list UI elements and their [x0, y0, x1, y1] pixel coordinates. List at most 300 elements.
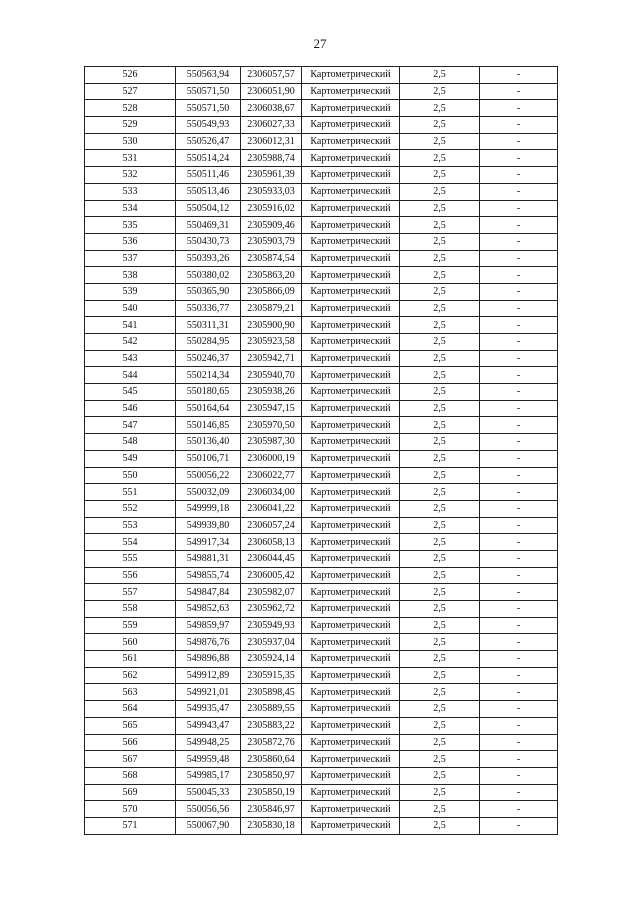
method-cell: Картометрический: [302, 801, 400, 818]
x-coordinate-cell: 549847,84: [176, 584, 241, 601]
y-coordinate-cell: 2305866,09: [241, 283, 302, 300]
point-number-cell: 555: [85, 550, 176, 567]
accuracy-cell: 2,5: [400, 83, 480, 100]
y-coordinate-cell: 2306058,13: [241, 534, 302, 551]
description-cell: -: [480, 300, 558, 317]
method-cell: Картометрический: [302, 717, 400, 734]
x-coordinate-cell: 549959,48: [176, 751, 241, 768]
method-cell: Картометрический: [302, 133, 400, 150]
y-coordinate-cell: 2305850,19: [241, 784, 302, 801]
point-number-cell: 552: [85, 500, 176, 517]
point-number-cell: 535: [85, 217, 176, 234]
x-coordinate-cell: 550214,34: [176, 367, 241, 384]
accuracy-cell: 2,5: [400, 400, 480, 417]
table-row: [85, 534, 558, 551]
method-cell: Картометрический: [302, 584, 400, 601]
x-coordinate-cell: 550563,94: [176, 67, 241, 84]
description-cell: -: [480, 517, 558, 534]
method-cell: Картометрический: [302, 250, 400, 267]
point-number-cell: 571: [85, 817, 176, 834]
method-cell: Картометрический: [302, 200, 400, 217]
table-row: [85, 517, 558, 534]
table-row: [85, 784, 558, 801]
table-row: [85, 617, 558, 634]
x-coordinate-cell: 550045,33: [176, 784, 241, 801]
description-cell: -: [480, 267, 558, 284]
y-coordinate-cell: 2305872,76: [241, 734, 302, 751]
table-row: [85, 567, 558, 584]
accuracy-cell: 2,5: [400, 150, 480, 167]
method-cell: Картометрический: [302, 667, 400, 684]
point-number-cell: 564: [85, 701, 176, 718]
method-cell: Картометрический: [302, 517, 400, 534]
point-number-cell: 530: [85, 133, 176, 150]
x-coordinate-cell: 549855,74: [176, 567, 241, 584]
accuracy-cell: 2,5: [400, 684, 480, 701]
x-coordinate-cell: 549943,47: [176, 717, 241, 734]
page-number: 27: [313, 36, 327, 51]
description-cell: -: [480, 434, 558, 451]
point-number-cell: 566: [85, 734, 176, 751]
accuracy-cell: 2,5: [400, 634, 480, 651]
accuracy-cell: 2,5: [400, 200, 480, 217]
accuracy-cell: 2,5: [400, 734, 480, 751]
point-number-cell: 569: [85, 784, 176, 801]
y-coordinate-cell: 2305889,55: [241, 701, 302, 718]
y-coordinate-cell: 2306041,22: [241, 500, 302, 517]
y-coordinate-cell: 2305961,39: [241, 167, 302, 184]
accuracy-cell: 2,5: [400, 183, 480, 200]
x-coordinate-cell: 550067,90: [176, 817, 241, 834]
point-number-cell: 534: [85, 200, 176, 217]
accuracy-cell: 2,5: [400, 434, 480, 451]
y-coordinate-cell: 2306027,33: [241, 117, 302, 134]
table-row: [85, 584, 558, 601]
x-coordinate-cell: 550056,56: [176, 801, 241, 818]
table-row: [85, 183, 558, 200]
table-row: [85, 267, 558, 284]
x-coordinate-cell: 549912,89: [176, 667, 241, 684]
y-coordinate-cell: 2305924,14: [241, 651, 302, 668]
accuracy-cell: 2,5: [400, 417, 480, 434]
method-cell: Картометрический: [302, 417, 400, 434]
accuracy-cell: 2,5: [400, 717, 480, 734]
y-coordinate-cell: 2305909,46: [241, 217, 302, 234]
description-cell: -: [480, 283, 558, 300]
point-number-cell: 559: [85, 617, 176, 634]
description-cell: -: [480, 751, 558, 768]
point-number-cell: 537: [85, 250, 176, 267]
description-cell: -: [480, 334, 558, 351]
table-row: [85, 434, 558, 451]
description-cell: -: [480, 117, 558, 134]
accuracy-cell: 2,5: [400, 217, 480, 234]
x-coordinate-cell: 549881,31: [176, 550, 241, 567]
x-coordinate-cell: 550393,26: [176, 250, 241, 267]
accuracy-cell: 2,5: [400, 117, 480, 134]
table-row: [85, 150, 558, 167]
description-cell: -: [480, 350, 558, 367]
table-row: [85, 667, 558, 684]
description-cell: -: [480, 400, 558, 417]
y-coordinate-cell: 2305898,45: [241, 684, 302, 701]
y-coordinate-cell: 2305846,97: [241, 801, 302, 818]
method-cell: Картометрический: [302, 684, 400, 701]
description-cell: -: [480, 767, 558, 784]
y-coordinate-cell: 2306051,90: [241, 83, 302, 100]
table-row: [85, 767, 558, 784]
method-cell: Картометрический: [302, 434, 400, 451]
table-row: [85, 550, 558, 567]
accuracy-cell: 2,5: [400, 617, 480, 634]
x-coordinate-cell: 550246,37: [176, 350, 241, 367]
x-coordinate-cell: 550136,40: [176, 434, 241, 451]
description-cell: -: [480, 67, 558, 84]
method-cell: Картометрический: [302, 150, 400, 167]
x-coordinate-cell: 550571,50: [176, 83, 241, 100]
point-number-cell: 550: [85, 467, 176, 484]
x-coordinate-cell: 550513,46: [176, 183, 241, 200]
accuracy-cell: 2,5: [400, 601, 480, 618]
method-cell: Картометрический: [302, 400, 400, 417]
accuracy-cell: 2,5: [400, 283, 480, 300]
y-coordinate-cell: 2305879,21: [241, 300, 302, 317]
y-coordinate-cell: 2306044,45: [241, 550, 302, 567]
point-number-cell: 558: [85, 601, 176, 618]
y-coordinate-cell: 2305830,18: [241, 817, 302, 834]
x-coordinate-cell: 550571,50: [176, 100, 241, 117]
method-cell: Картометрический: [302, 367, 400, 384]
description-cell: -: [480, 817, 558, 834]
accuracy-cell: 2,5: [400, 550, 480, 567]
method-cell: Картометрический: [302, 484, 400, 501]
x-coordinate-cell: 549985,17: [176, 767, 241, 784]
description-cell: -: [480, 83, 558, 100]
method-cell: Картометрический: [302, 817, 400, 834]
point-number-cell: 531: [85, 150, 176, 167]
description-cell: -: [480, 534, 558, 551]
point-number-cell: 527: [85, 83, 176, 100]
table-row: [85, 450, 558, 467]
description-cell: -: [480, 200, 558, 217]
y-coordinate-cell: 2306005,42: [241, 567, 302, 584]
method-cell: Картометрический: [302, 233, 400, 250]
y-coordinate-cell: 2305949,93: [241, 617, 302, 634]
description-cell: -: [480, 233, 558, 250]
accuracy-cell: 2,5: [400, 801, 480, 818]
accuracy-cell: 2,5: [400, 517, 480, 534]
description-cell: -: [480, 484, 558, 501]
x-coordinate-cell: 550146,85: [176, 417, 241, 434]
x-coordinate-cell: 549935,47: [176, 701, 241, 718]
point-number-cell: 543: [85, 350, 176, 367]
method-cell: Картометрический: [302, 734, 400, 751]
table-row: [85, 317, 558, 334]
x-coordinate-cell: 550180,65: [176, 384, 241, 401]
x-coordinate-cell: 550511,46: [176, 167, 241, 184]
method-cell: Картометрический: [302, 384, 400, 401]
table-row: [85, 467, 558, 484]
x-coordinate-cell: 550106,71: [176, 450, 241, 467]
table-row: [85, 217, 558, 234]
point-number-cell: 541: [85, 317, 176, 334]
y-coordinate-cell: 2306034,00: [241, 484, 302, 501]
x-coordinate-cell: 550311,31: [176, 317, 241, 334]
description-cell: -: [480, 701, 558, 718]
method-cell: Картометрический: [302, 450, 400, 467]
point-number-cell: 565: [85, 717, 176, 734]
accuracy-cell: 2,5: [400, 300, 480, 317]
y-coordinate-cell: 2305916,02: [241, 200, 302, 217]
accuracy-cell: 2,5: [400, 267, 480, 284]
table-row: [85, 500, 558, 517]
y-coordinate-cell: 2305947,15: [241, 400, 302, 417]
point-number-cell: 546: [85, 400, 176, 417]
y-coordinate-cell: 2305962,72: [241, 601, 302, 618]
accuracy-cell: 2,5: [400, 767, 480, 784]
point-number-cell: 567: [85, 751, 176, 768]
method-cell: Картометрический: [302, 567, 400, 584]
method-cell: Картометрический: [302, 334, 400, 351]
method-cell: Картометрический: [302, 83, 400, 100]
accuracy-cell: 2,5: [400, 384, 480, 401]
y-coordinate-cell: 2305933,03: [241, 183, 302, 200]
y-coordinate-cell: 2305850,97: [241, 767, 302, 784]
description-cell: -: [480, 167, 558, 184]
table-row: [85, 717, 558, 734]
description-cell: -: [480, 550, 558, 567]
point-number-cell: 538: [85, 267, 176, 284]
description-cell: -: [480, 567, 558, 584]
table-row: [85, 67, 558, 84]
y-coordinate-cell: 2305970,50: [241, 417, 302, 434]
x-coordinate-cell: 550504,12: [176, 200, 241, 217]
y-coordinate-cell: 2305988,74: [241, 150, 302, 167]
y-coordinate-cell: 2305942,71: [241, 350, 302, 367]
y-coordinate-cell: 2305923,58: [241, 334, 302, 351]
point-number-cell: 533: [85, 183, 176, 200]
description-cell: -: [480, 100, 558, 117]
description-cell: -: [480, 417, 558, 434]
x-coordinate-cell: 550365,90: [176, 283, 241, 300]
method-cell: Картометрический: [302, 350, 400, 367]
table-row: [85, 117, 558, 134]
point-number-cell: 562: [85, 667, 176, 684]
x-coordinate-cell: 549917,34: [176, 534, 241, 551]
table-row: [85, 684, 558, 701]
table-row: [85, 634, 558, 651]
y-coordinate-cell: 2306057,24: [241, 517, 302, 534]
point-number-cell: 536: [85, 233, 176, 250]
table-row: [85, 384, 558, 401]
x-coordinate-cell: 550549,93: [176, 117, 241, 134]
table-row: [85, 83, 558, 100]
accuracy-cell: 2,5: [400, 784, 480, 801]
accuracy-cell: 2,5: [400, 651, 480, 668]
method-cell: Картометрический: [302, 100, 400, 117]
description-cell: -: [480, 601, 558, 618]
point-number-cell: 568: [85, 767, 176, 784]
x-coordinate-cell: 550526,47: [176, 133, 241, 150]
method-cell: Картометрический: [302, 751, 400, 768]
description-cell: -: [480, 384, 558, 401]
point-number-cell: 561: [85, 651, 176, 668]
description-cell: -: [480, 250, 558, 267]
y-coordinate-cell: 2305987,30: [241, 434, 302, 451]
method-cell: Картометрический: [302, 651, 400, 668]
method-cell: Картометрический: [302, 167, 400, 184]
table-row: [85, 200, 558, 217]
accuracy-cell: 2,5: [400, 534, 480, 551]
method-cell: Картометрический: [302, 617, 400, 634]
x-coordinate-cell: 550514,24: [176, 150, 241, 167]
description-cell: -: [480, 367, 558, 384]
y-coordinate-cell: 2305937,04: [241, 634, 302, 651]
description-cell: -: [480, 584, 558, 601]
table-row: [85, 350, 558, 367]
table-row: [85, 300, 558, 317]
y-coordinate-cell: 2306022,77: [241, 467, 302, 484]
description-cell: -: [480, 651, 558, 668]
description-cell: -: [480, 500, 558, 517]
x-coordinate-cell: 550336,77: [176, 300, 241, 317]
method-cell: Картометрический: [302, 267, 400, 284]
point-number-cell: 529: [85, 117, 176, 134]
table-row: [85, 367, 558, 384]
method-cell: Картометрический: [302, 534, 400, 551]
accuracy-cell: 2,5: [400, 67, 480, 84]
point-number-cell: 542: [85, 334, 176, 351]
description-cell: -: [480, 801, 558, 818]
y-coordinate-cell: 2305938,26: [241, 384, 302, 401]
x-coordinate-cell: 549852,63: [176, 601, 241, 618]
accuracy-cell: 2,5: [400, 751, 480, 768]
x-coordinate-cell: 550032,09: [176, 484, 241, 501]
point-number-cell: 539: [85, 283, 176, 300]
coordinates-table: [84, 66, 558, 835]
method-cell: Картометрический: [302, 500, 400, 517]
x-coordinate-cell: 549859,97: [176, 617, 241, 634]
description-cell: -: [480, 133, 558, 150]
description-cell: -: [480, 667, 558, 684]
y-coordinate-cell: 2305900,90: [241, 317, 302, 334]
accuracy-cell: 2,5: [400, 467, 480, 484]
table-row: [85, 601, 558, 618]
description-cell: -: [480, 217, 558, 234]
description-cell: -: [480, 784, 558, 801]
description-cell: -: [480, 617, 558, 634]
description-cell: -: [480, 317, 558, 334]
point-number-cell: 528: [85, 100, 176, 117]
method-cell: Картометрический: [302, 601, 400, 618]
y-coordinate-cell: 2306057,57: [241, 67, 302, 84]
y-coordinate-cell: 2305863,20: [241, 267, 302, 284]
y-coordinate-cell: 2306012,31: [241, 133, 302, 150]
table-row: [85, 801, 558, 818]
accuracy-cell: 2,5: [400, 250, 480, 267]
description-cell: -: [480, 183, 558, 200]
table-row: [85, 417, 558, 434]
point-number-cell: 551: [85, 484, 176, 501]
method-cell: Картометрический: [302, 784, 400, 801]
description-cell: -: [480, 684, 558, 701]
table-row: [85, 400, 558, 417]
x-coordinate-cell: 549999,18: [176, 500, 241, 517]
table-row: [85, 734, 558, 751]
y-coordinate-cell: 2306038,67: [241, 100, 302, 117]
x-coordinate-cell: 550284,95: [176, 334, 241, 351]
table-row: [85, 817, 558, 834]
point-number-cell: 548: [85, 434, 176, 451]
accuracy-cell: 2,5: [400, 317, 480, 334]
point-number-cell: 549: [85, 450, 176, 467]
table-row: [85, 250, 558, 267]
y-coordinate-cell: 2305915,35: [241, 667, 302, 684]
accuracy-cell: 2,5: [400, 133, 480, 150]
accuracy-cell: 2,5: [400, 567, 480, 584]
y-coordinate-cell: 2305860,64: [241, 751, 302, 768]
accuracy-cell: 2,5: [400, 484, 480, 501]
accuracy-cell: 2,5: [400, 584, 480, 601]
description-cell: -: [480, 150, 558, 167]
accuracy-cell: 2,5: [400, 701, 480, 718]
y-coordinate-cell: 2305874,54: [241, 250, 302, 267]
accuracy-cell: 2,5: [400, 817, 480, 834]
method-cell: Картометрический: [302, 767, 400, 784]
method-cell: Картометрический: [302, 300, 400, 317]
point-number-cell: 544: [85, 367, 176, 384]
method-cell: Картометрический: [302, 183, 400, 200]
accuracy-cell: 2,5: [400, 667, 480, 684]
method-cell: Картометрический: [302, 217, 400, 234]
point-number-cell: 563: [85, 684, 176, 701]
x-coordinate-cell: 550469,31: [176, 217, 241, 234]
point-number-cell: 545: [85, 384, 176, 401]
table-row: [85, 334, 558, 351]
description-cell: -: [480, 467, 558, 484]
accuracy-cell: 2,5: [400, 367, 480, 384]
x-coordinate-cell: 549939,80: [176, 517, 241, 534]
coordinates-table-body: [85, 67, 558, 835]
accuracy-cell: 2,5: [400, 500, 480, 517]
point-number-cell: 556: [85, 567, 176, 584]
y-coordinate-cell: 2305883,22: [241, 717, 302, 734]
accuracy-cell: 2,5: [400, 334, 480, 351]
table-row: [85, 484, 558, 501]
x-coordinate-cell: 549948,25: [176, 734, 241, 751]
x-coordinate-cell: 549876,76: [176, 634, 241, 651]
method-cell: Картометрический: [302, 117, 400, 134]
table-row: [85, 701, 558, 718]
y-coordinate-cell: 2305982,07: [241, 584, 302, 601]
accuracy-cell: 2,5: [400, 233, 480, 250]
method-cell: Картометрический: [302, 317, 400, 334]
point-number-cell: 540: [85, 300, 176, 317]
table-row: [85, 651, 558, 668]
point-number-cell: 570: [85, 801, 176, 818]
y-coordinate-cell: 2305903,79: [241, 233, 302, 250]
accuracy-cell: 2,5: [400, 167, 480, 184]
x-coordinate-cell: 549896,88: [176, 651, 241, 668]
method-cell: Картометрический: [302, 67, 400, 84]
table-row: [85, 283, 558, 300]
point-number-cell: 547: [85, 417, 176, 434]
method-cell: Картометрический: [302, 634, 400, 651]
point-number-cell: 557: [85, 584, 176, 601]
x-coordinate-cell: 550056,22: [176, 467, 241, 484]
description-cell: -: [480, 717, 558, 734]
x-coordinate-cell: 550380,02: [176, 267, 241, 284]
